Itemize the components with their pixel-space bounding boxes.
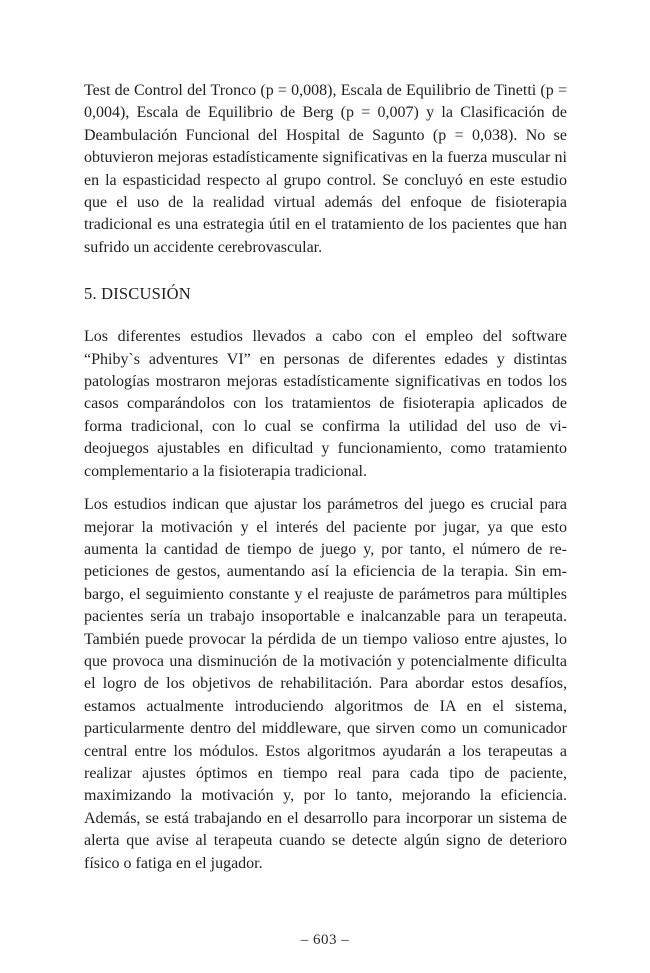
section-heading-discusion: 5. DISCUSIÓN	[84, 284, 191, 304]
paragraph-discussion-2: Los estudios indican que ajustar los parámetros del juego es crucial para mejorar la motivación y el interés del paciente por jugar, ya que esto aumenta la cantidad de tiempo de juego y, por tanto, el número de repeticiones de gestos, aumentando así la eficiencia de la terapia. Sin embargo, el seguimiento constante y el reajuste de parámetros para múltiples pacientes sería un trabajo insoportable e inalcanzable para un terapeuta. También puede provocar la pérdida de un tiempo valioso entre ajustes, lo que provoca una disminución de la motivación y potencialmente dificulta el logro de los objetivos de rehabilitación. Para abordar estos desafíos, estamos actualmente introduciendo algoritmos de IA en el sistema, particularmente dentro del middleware, que sirven como un comunicador central entre los módulos. Estos algoritmos ayudarán a los terapeutas a realizar ajustes óptimos en tiempo real para cada tipo de paciente, maximizando la motivación y, por lo tanto, mejorando la eficiencia. Además, se está trabajando en el desarrollo para incorporar un sistema de alerta que avise al terapeuta cuando se detecte algún signo de deterioro físico o fatiga en el jugador.	[84, 496, 567, 872]
page-number: – 603 –	[300, 932, 350, 948]
paragraph-discussion-1: Los diferentes estudios llevados a cabo con el empleo del software “Phiby`s adventures VI” en personas de diferentes edades y distintas patologías mostraron mejoras estadísticamente significativas en todos los casos comparándolos con los tratamientos de fisioterapia aplicados de forma tradicional, con lo cual se confirma la utilidad del uso de videojuegos ajustables en dificultad y funcionamiento, como tratamiento complementario a la fisioterapia tradicional.	[84, 328, 567, 480]
paragraph-results-continued: Test de Control del Tronco (p = 0,008), Escala de Equilibrio de Tinetti (p = 0,004), Escala de Equilibrio de Berg (p = 0,007) y la Clasificación de Deambulación Funcional del Hospital de Sagunto (p = 0,038). No se obtuvieron mejoras estadísticamente significativas en la fuerza muscular ni en la espasticidad respecto al grupo control. Se concluyó en este estudio que el uso de la realidad virtual además del enfoque de fisioterapia tradicional es una estrategia útil en el tratamiento de los pacientes que han sufrido un accidente cerebrovascular.	[84, 82, 567, 256]
page-body	[84, 80, 567, 875]
